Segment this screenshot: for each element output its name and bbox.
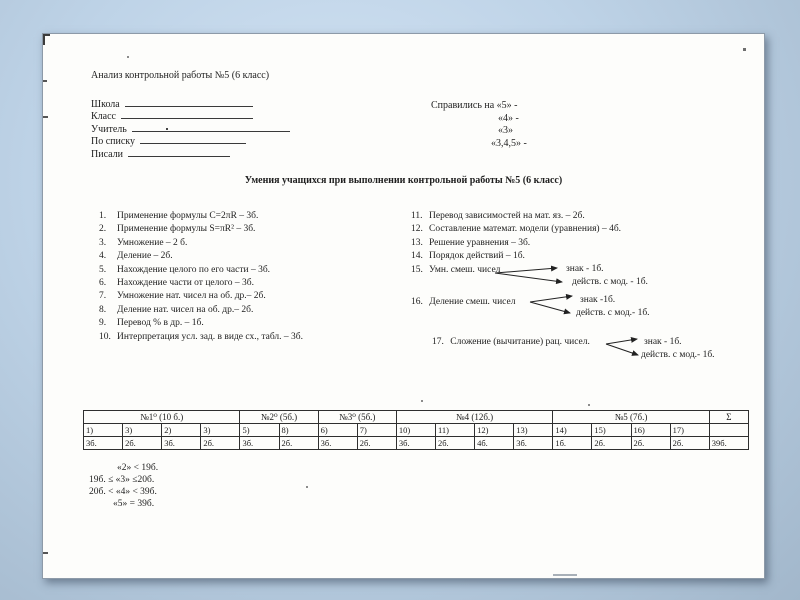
fork17-arrow-down [606,344,638,355]
skill-item [99,290,399,303]
skill-number: 12. [411,224,423,235]
table-item-cell: 8) [279,424,318,437]
table-points-cell: 3б. [84,437,123,450]
skill-item [99,210,399,223]
form-underline [128,147,230,157]
table-points-cell: 2б. [123,437,162,450]
table-points-cell: 1б. [553,437,592,450]
form-label-class: Класс [91,111,116,122]
table-item-cell: 15) [592,424,631,437]
threshold-grade4: 20б. < «4» < 39б. [89,487,157,497]
score-table [83,410,749,450]
table-sum-header: Σ [709,411,748,424]
scan-smudge [553,574,577,576]
table-items-row [84,424,749,437]
skill-number: 9. [99,318,107,329]
skill-text: Нахождение части от целого – 3б. [117,278,254,289]
skill-text: Порядок действий – 1б. [429,251,525,262]
scan-edge-tick [43,552,48,554]
threshold-grade2: «2» < 19б. [117,463,159,473]
skill-number: 7. [99,291,107,302]
grades-line-345: «3,4,5» - [491,138,527,149]
scan-speck [421,400,423,402]
form-label-wrote: Писали [91,149,124,160]
table-points-cell: 3б. [514,437,553,450]
form-underline [125,97,253,107]
skill-item [411,210,721,223]
scan-corner-mark [43,34,50,36]
grades-line-4: «4» - [498,113,519,124]
grades-line-5: Справились на «5» - [431,100,518,111]
skill-text: Нахождение целого по его части – 3б. [117,264,271,275]
skill-number: 16. [411,297,423,307]
skill-item [99,264,399,277]
skill-text: Деление смеш. чисел [429,297,516,307]
table-points-cell: 2б. [435,437,474,450]
skill-number: 17. [432,337,444,347]
skill-number: 5. [99,264,107,275]
skill-text: Интерпретация усл. зад. в виде сх., табл. – 3б. [117,331,303,342]
skill-number: 13. [411,237,423,248]
skill-item [99,223,399,236]
table-points-cell: 3б. [318,437,357,450]
fork15-sign-label: знак - 1б. [566,264,604,274]
table-item-cell: 13) [514,424,553,437]
form-underline [140,134,246,144]
skill-number: 4. [99,251,107,262]
table-item-cell: 2) [162,424,201,437]
table-group-header: №1⁰ (10 б.) [84,411,240,424]
table-item-cell: 17) [670,424,709,437]
table-item-cell: 3) [123,424,162,437]
skill-text: Умножение – 2 б. [117,237,188,248]
skill-item [411,250,721,263]
form-row-wrote [91,147,230,160]
skill-text: Деление нат. чисел на об. др.– 2б. [117,304,254,315]
form-label-school: Школа [91,99,120,110]
table-item-cell: 10) [396,424,435,437]
fork16-mod-label: действ. с мод.- 1б. [576,308,650,318]
skill-number: 3. [99,237,107,248]
skill-text: Перевод зависимостей на мат. яз. – 2б. [429,211,585,221]
table-points-cell: 2б. [631,437,670,450]
table-points-cell: 3б. [396,437,435,450]
skill-number: 8. [99,304,107,315]
table-points-cell: 2б. [357,437,396,450]
skill-number: 2. [99,224,107,235]
form-label-roster: По списку [91,136,136,147]
form-row-roster [91,134,246,147]
skill-text: Умножение нат. чисел на об. др.– 2б. [117,291,266,302]
skill-item [411,237,721,250]
analysis-title: Анализ контрольной работы №5 (6 класс) [91,70,270,81]
skill-item [411,223,721,236]
threshold-grade5: «5» = 39б. [113,499,155,509]
skill-item-16 [411,297,515,307]
skill-text: Сложение (вычитание) рац. чисел. [450,337,590,347]
form-row-class [91,109,253,122]
skill-text: Решение уравнения – 3б. [429,237,531,248]
table-points-cell: 39б. [709,437,748,450]
skill-item [99,304,399,317]
skill-number: 11. [411,211,423,221]
skill-number: 1. [99,211,107,221]
table-points-cell: 2б. [592,437,631,450]
table-item-cell: 6) [318,424,357,437]
skill-text: Деление – 2б. [117,251,173,262]
skill-item-17 [432,337,590,347]
skills-list-left [99,210,399,344]
scan-speck [743,48,746,51]
form-underline [132,122,290,132]
scanned-document [42,33,765,579]
skill-text: Применение формулы S=πR² – 3б. [117,224,256,235]
scan-speck [306,486,308,488]
table-points-cell: 3б. [162,437,201,450]
skill-number: 14. [411,251,423,262]
table-group-header: №3⁰ (5б.) [318,411,396,424]
fork17-arrow-up [606,339,637,344]
table-item-cell: 14) [553,424,592,437]
grades-line-3: «3» [498,125,513,136]
skill-number: 10. [99,331,111,342]
skill-item [99,237,399,250]
skill-text: Умн. смеш. чисел [429,264,501,275]
table-points-cell: 2б. [279,437,318,450]
skill-number: 6. [99,278,107,289]
skill-number: 15. [411,264,423,275]
form-underline [121,109,253,119]
fork16-arrow-up [530,296,572,302]
table-item-cell [709,424,748,437]
table-group-row [84,411,749,424]
skill-text: Перевод % в др. – 1б. [117,318,204,329]
table-item-cell: 16) [631,424,670,437]
scan-speck [127,56,129,58]
table-points-cell: 4б. [475,437,514,450]
fork16-arrow-down [530,302,570,313]
form-label-teacher: Учитель [91,124,127,135]
skill-item [99,250,399,263]
table-points-row [84,437,749,450]
table-group-header: №2⁰ (5б.) [240,411,318,424]
table-points-cell: 3б. [240,437,279,450]
skill-item [99,331,399,344]
threshold-grade3: 19б. ≤ «3» ≤20б. [89,475,155,485]
skill-item [99,317,399,330]
table-item-cell: 3) [201,424,240,437]
table-group-header: №4 (12б.) [396,411,552,424]
scan-edge-tick [43,80,47,82]
table-item-cell: 11) [435,424,474,437]
fork17-sign-label: знак - 1б. [644,337,682,347]
table-item-cell: 12) [475,424,514,437]
section-title: Умения учащихся при выполнении контрольной работы №5 (6 класс) [244,175,563,186]
skill-text: Применение формулы С=2πR – 3б. [117,211,259,221]
table-points-cell: 2б. [201,437,240,450]
scan-edge-tick [43,116,48,118]
table-points-cell: 2б. [670,437,709,450]
scan-dot [166,128,168,130]
table-group-header: №5 (7б.) [553,411,709,424]
fork16-sign-label: знак -1б. [580,295,616,305]
fork17-mod-label: действ. с мод.- 1б. [641,350,715,360]
scan-speck [588,404,590,406]
table-item-cell: 5) [240,424,279,437]
table-item-cell: 7) [357,424,396,437]
table-item-cell: 1) [84,424,123,437]
fork15-mod-label: действ. с мод. - 1б. [572,277,648,287]
skill-item [99,277,399,290]
skill-text: Составление математ. модели (уравнения) – 4б. [429,224,622,235]
